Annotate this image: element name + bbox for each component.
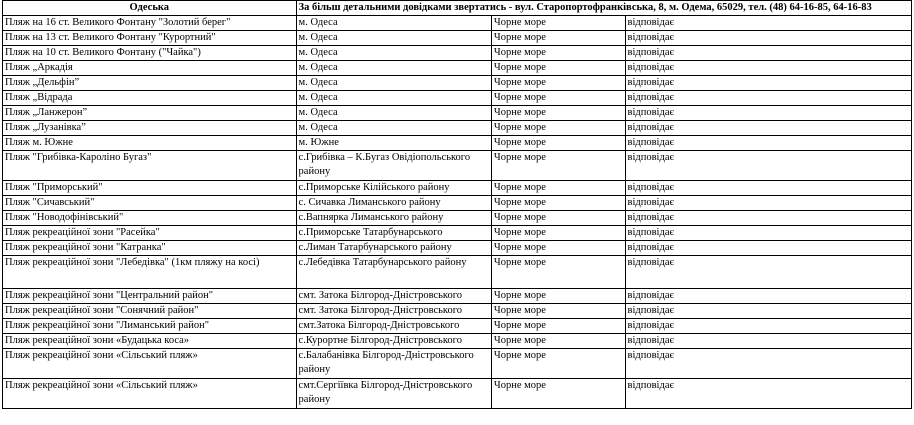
beach-name-cell: Пляж на 13 ст. Великого Фонтану "Курортний" [3, 30, 297, 45]
location-cell: смт. Затока Білгород-Дністровського [296, 288, 491, 303]
status-cell: відповідає [625, 255, 911, 288]
beach-name-cell: Пляж рекреаційної зони "Сонячний район" [3, 303, 297, 318]
status-cell: відповідає [625, 303, 911, 318]
table-row [3, 333, 912, 348]
table-row [3, 105, 912, 120]
status-cell: відповідає [625, 195, 911, 210]
beach-name-cell: Пляж рекреаційної зони "Центральний район" [3, 288, 297, 303]
location-cell: с.Лиман Татарбунарського району [296, 240, 491, 255]
table-row [3, 60, 912, 75]
beach-name-cell: Пляж рекреаційної зони «Сільський пляж» [3, 348, 297, 378]
sea-cell: Чорне море [491, 180, 625, 195]
status-cell: відповідає [625, 318, 911, 333]
table-row [3, 45, 912, 60]
sea-cell: Чорне море [491, 333, 625, 348]
location-cell: смт.Сергіївка Білгород-Дністровського району [296, 378, 491, 408]
sea-cell: Чорне море [491, 15, 625, 30]
location-cell: с.Балабанівка Білгород-Дністровського району [296, 348, 491, 378]
status-cell: відповідає [625, 240, 911, 255]
location-cell: м. Одеса [296, 120, 491, 135]
beach-name-cell: Пляж „Лузанівка” [3, 120, 297, 135]
region-header: Одеська [3, 1, 297, 16]
location-cell: м. Южне [296, 135, 491, 150]
status-cell: відповідає [625, 135, 911, 150]
table-row [3, 288, 912, 303]
location-cell: с.Грибівка – К.Бугаз Овідіопольського району [296, 150, 491, 180]
beach-name-cell: Пляж рекреаційної зони «Будацька коса» [3, 333, 297, 348]
status-cell: відповідає [625, 288, 911, 303]
table-row [3, 180, 912, 195]
sea-cell: Чорне море [491, 210, 625, 225]
location-cell: м. Одеса [296, 30, 491, 45]
beach-name-cell: Пляж рекреаційної зони "Расейка" [3, 225, 297, 240]
sea-cell: Чорне море [491, 348, 625, 378]
sea-cell: Чорне море [491, 60, 625, 75]
table-row [3, 195, 912, 210]
table-row [3, 150, 912, 180]
location-cell: с.Лебедівка Татарбунарського району [296, 255, 491, 288]
sea-cell: Чорне море [491, 303, 625, 318]
sea-cell: Чорне море [491, 195, 625, 210]
status-cell: відповідає [625, 105, 911, 120]
status-cell: відповідає [625, 333, 911, 348]
table-row [3, 90, 912, 105]
table-row [3, 15, 912, 30]
status-cell: відповідає [625, 120, 911, 135]
sea-cell: Чорне море [491, 288, 625, 303]
status-cell: відповідає [625, 225, 911, 240]
table-header-row [3, 1, 912, 16]
status-cell: відповідає [625, 30, 911, 45]
sea-cell: Чорне море [491, 240, 625, 255]
location-cell: с.Вапнярка Лиманського району [296, 210, 491, 225]
sea-cell: Чорне море [491, 90, 625, 105]
beach-name-cell: Пляж „Відрада [3, 90, 297, 105]
beach-name-cell: Пляж рекреаційної зони "Лиманський район" [3, 318, 297, 333]
sea-cell: Чорне море [491, 120, 625, 135]
status-cell: відповідає [625, 75, 911, 90]
table-row [3, 75, 912, 90]
location-cell: м. Одеса [296, 15, 491, 30]
table-row [3, 210, 912, 225]
beach-name-cell: Пляж рекреаційної зони "Катранка" [3, 240, 297, 255]
table-row [3, 378, 912, 408]
status-cell: відповідає [625, 348, 911, 378]
status-cell: відповідає [625, 210, 911, 225]
table-row [3, 135, 912, 150]
table-row [3, 30, 912, 45]
beach-name-cell: Пляж "Новодофінівський" [3, 210, 297, 225]
sea-cell: Чорне море [491, 105, 625, 120]
sea-cell: Чорне море [491, 225, 625, 240]
location-cell: м. Одеса [296, 105, 491, 120]
sea-cell: Чорне море [491, 318, 625, 333]
status-cell: відповідає [625, 378, 911, 408]
table-row [3, 348, 912, 378]
status-cell: відповідає [625, 60, 911, 75]
location-cell: м. Одеса [296, 75, 491, 90]
status-cell: відповідає [625, 150, 911, 180]
beach-name-cell: Пляж "Грибівка-Кароліно Бугаз" [3, 150, 297, 180]
sea-cell: Чорне море [491, 75, 625, 90]
beach-name-cell: Пляж на 16 ст. Великого Фонтану "Золотий берег" [3, 15, 297, 30]
sea-cell: Чорне море [491, 45, 625, 60]
location-cell: с.Курортне Білгород-Дністровського [296, 333, 491, 348]
location-cell: м. Одеса [296, 60, 491, 75]
location-cell: смт.Затока Білгород-Дністровського [296, 318, 491, 333]
beach-name-cell: Пляж м. Южне [3, 135, 297, 150]
location-cell: с. Сичавка Лиманського району [296, 195, 491, 210]
sea-cell: Чорне море [491, 135, 625, 150]
status-cell: відповідає [625, 180, 911, 195]
location-cell: м. Одеса [296, 90, 491, 105]
table-row [3, 318, 912, 333]
beach-name-cell: Пляж „Ланжерон” [3, 105, 297, 120]
location-cell: м. Одеса [296, 45, 491, 60]
location-cell: смт. Затока Білгород-Дністровського [296, 303, 491, 318]
beach-name-cell: Пляж на 10 ст. Великого Фонтану ("Чайка") [3, 45, 297, 60]
status-cell: відповідає [625, 90, 911, 105]
beach-name-cell: Пляж „Аркадія [3, 60, 297, 75]
table-row [3, 255, 912, 288]
location-cell: с.Приморське Кілійського району [296, 180, 491, 195]
beach-name-cell: Пляж рекреаційної зони "Лебедівка" (1км пляжу на косі) [3, 255, 297, 288]
table-row [3, 240, 912, 255]
table-row [3, 303, 912, 318]
contact-info-header: За більш детальними довідками звертатись - вул. Старопортофранківська, 8, м. Одема, 65029, тел. (48) 64-16-85, 64-16-83 [296, 1, 911, 16]
table-row [3, 225, 912, 240]
sea-cell: Чорне море [491, 378, 625, 408]
beach-name-cell: Пляж „Дельфін” [3, 75, 297, 90]
status-cell: відповідає [625, 15, 911, 30]
location-cell: с.Приморське Татарбунарського [296, 225, 491, 240]
beach-name-cell: Пляж рекреаційної зони «Сільський пляж» [3, 378, 297, 408]
sea-cell: Чорне море [491, 150, 625, 180]
sea-cell: Чорне море [491, 255, 625, 288]
beach-name-cell: Пляж "Сичавський" [3, 195, 297, 210]
table-row [3, 120, 912, 135]
beach-table [2, 0, 912, 409]
status-cell: відповідає [625, 45, 911, 60]
beach-name-cell: Пляж "Приморський" [3, 180, 297, 195]
sea-cell: Чорне море [491, 30, 625, 45]
